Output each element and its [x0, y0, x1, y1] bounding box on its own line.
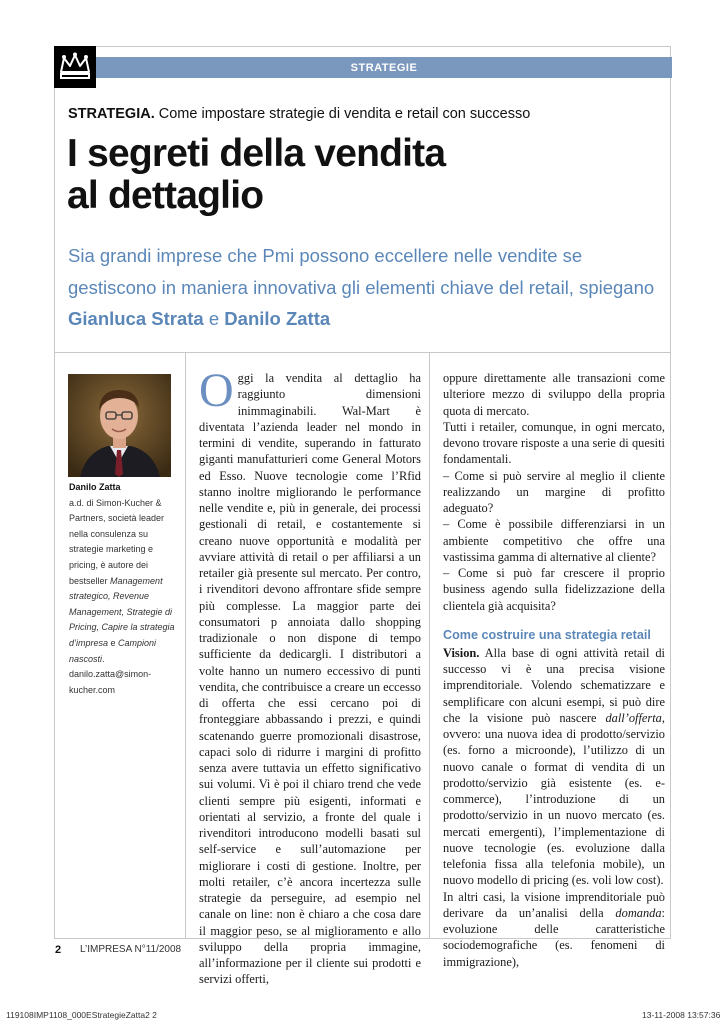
bio-text [69, 496, 181, 668]
col2-question-3: – Come si può far crescere il proprio business agendo sulla fidelizzazione della clientela già acquisita? [443, 566, 665, 613]
col2-vision-paragraph [443, 645, 665, 889]
drop-cap: O [199, 364, 234, 417]
headline-line-2: al dettaglio [67, 174, 264, 217]
vision-text-b: , ovvero: una nuova idea di prodotto/servizio (es. forno a microonde), l’utilizzo di un nuovo canale o format di vendita di un prodotto/servizio già esistente (es. e-commerce), l’introduzione di un prodotto/servizio in un nuovo mercato (es. mercati emergenti), l’implementazione di nuove tecnologie (es. evoluzione dalla telefonia fissa alla telefonia mobile), un nuovo modello di pricing (es. voli low cost). [443, 710, 665, 888]
vision-emphasis: dall’offerta [605, 710, 662, 725]
deck-author-2: Danilo Zatta [224, 308, 331, 329]
article-column-2 [443, 370, 665, 970]
col2-paragraph-4 [443, 889, 665, 970]
col2-paragraph-1: oppure direttamente alle transazioni come ulteriore mezzo di sviluppo della propria quota di mercato. [443, 371, 665, 418]
article-headline [67, 133, 445, 217]
article-deck [68, 240, 658, 335]
author-bio [69, 480, 181, 698]
print-slug-date: 13-11-2008 13:57:36 [642, 1010, 721, 1020]
bio-text-3: . [102, 653, 105, 664]
crown-icon [58, 52, 92, 82]
p4-text-b: : evoluzione delle caratteristiche sociodemografiche (es. fenomeni di immigrazione), [443, 905, 665, 969]
column-divider-1 [185, 352, 186, 938]
deck-author-1: Gianluca Strata [68, 308, 204, 329]
vision-text-a: Alla base di ogni attività retail di successo vi è una precisa visione imprenditoriale. Volendo schematizzare e semplificare con alcuni esempi, si può dire che la visione può nascere [443, 645, 665, 725]
author-photo [68, 374, 171, 477]
section-header-bar [96, 57, 672, 78]
bio-books: Management strategico, Revenue Management, Strategie di Pricing, Capire la strategia d’impresa [69, 575, 175, 648]
p4-text-a: In altri casi, la visione imprenditoriale può derivare da un’analisi della [443, 889, 665, 920]
deck-text: Sia grandi imprese che Pmi possono eccellere nelle vendite se gestiscono in maniera innovativa gli elementi chiave del retail, spiegano [68, 245, 655, 298]
page-number: 2 [55, 944, 62, 956]
col2-paragraph-2: Tutti i retailer, comunque, in ogni mercato, devono trovare risposte a una serie di quesiti fondamentali. [443, 419, 665, 467]
kicker-text: Come impostare strategie di vendita e retail con successo [154, 106, 531, 122]
magazine-issue: L’IMPRESA N°11/2008 [80, 944, 182, 955]
bio-name: Danilo Zatta [69, 482, 121, 492]
column-divider-2 [429, 352, 430, 938]
deck-and: e [203, 308, 225, 329]
print-slug-file: 119108IMP1108_000EStrategieZatta2 2 [6, 1010, 157, 1020]
article-column-1 [199, 364, 421, 988]
bio-email: danilo.zatta@simon-kucher.com [69, 669, 152, 695]
section-label: STRATEGIE [350, 61, 418, 74]
bio-text-2: e [108, 637, 119, 648]
bio-text-1: a.d. di Simon-Kucher & Partners, società leader nella consulenza su strategie marketing e pricing, è autore dei bestseller [69, 497, 165, 586]
p4-emphasis: domanda [615, 905, 662, 920]
section-subhead: Come costruire una strategia retail [443, 627, 651, 642]
header-divider [54, 352, 671, 353]
col2-question-2: – Come è possibile differenziarsi in un ambiente competitivo che offre una vastissima gamma di alternative al cliente? [443, 517, 665, 564]
col1-paragraph [199, 364, 421, 988]
kicker [68, 106, 530, 122]
vision-label: Vision. [443, 645, 480, 660]
crown-logo [54, 46, 96, 88]
bio-book-2: Campioni nascosti [69, 637, 157, 664]
headline-line-1: I segreti della vendita [67, 132, 446, 175]
col2-question-1: – Come si può servire al meglio il cliente realizzando un margine di profitto adeguato? [443, 468, 665, 515]
kicker-label: STRATEGIA. [68, 106, 155, 122]
col1-text: ggi la vendita al dettaglio ha raggiunto dimensioni inimmaginabili. Wal-Mart è diventata l’azienda leader nel mondo in termini di vendite, superando in fatturato giganti manufatturieri come General Motors ed Esso. Nuove tecnologie come l’Rfid stanno inoltre migliorando le performance nelle vendite e, più in generale, dei processi gestionali di retail, e costantemente si creano nuove opportunità e modalità per avviare attività di retail o per affiliarsi a un retailer già presente sul mercato. Per contro, i rivenditori devono affrontare sfide sempre più complesse. La maggior parte dei consumatori p annoiata dallo shopping tradizionale o non dispone di tempo sufficiente da dedicargli. I distributori a volte hanno un numero eccessivo di punti vendita, che contribuisce a creare un eccesso di offerta che essi cercano poi di fronteggiare abbassando i prezzi, e quindi scatenando guerre promozionali disastrose, capaci solo di ridurre i margini di profitto senza avere tuttavia un effetto significativo sui volumi. Vi è poi il chiaro trend che vede clienti sempre più esigenti, informati e orientati al servizio, a fronte del quale i rivenditori introducono modelli basati sul self-service e sull’automazione per migliorare i costi di gestione. Inoltre, per molti retailer, c’è ancora incertezza sulle strategie da perseguire, ad esempio nel canale on line: non è chiaro a che cosa dare il maggior peso, se al miglioramento e allo sviluppo della propria immagine, all’informazione per il cliente sui prodotti e servizi offerti, [199, 371, 421, 987]
